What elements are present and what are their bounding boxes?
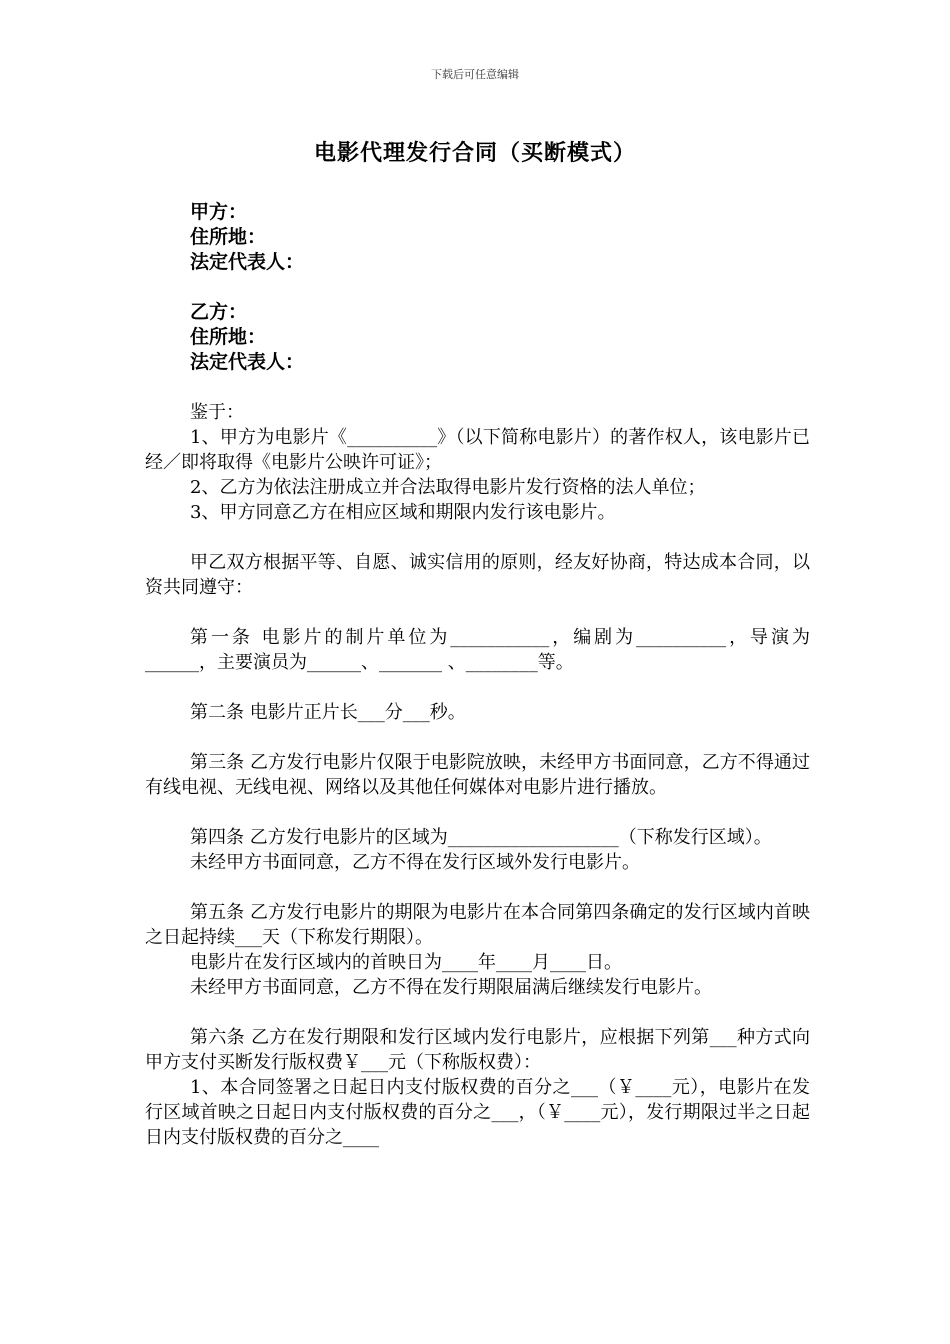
article-6-clause: 1、本合同签署之日起日内支付版权费的百分之___（￥____元），电影片在发行区域首映之日起日内支付版权费的百分之___，（￥____元），发行期限过半之日起日内支付版权费的百分之____	[145, 1077, 810, 1148]
preamble-paragraph: 甲乙双方根据平等、自愿、诚实信用的原则，经友好协商，特达成本合同，以资共同遵守：	[145, 552, 810, 598]
article-3: 第三条 乙方发行电影片仅限于电影院放映，未经甲方书面同意，乙方不得通过有线电视、无线电视、网络以及其他任何媒体对电影片进行播放。	[145, 752, 810, 798]
contract-body	[145, 400, 810, 1150]
party-a-block	[190, 200, 304, 275]
article-1: 第一条 电影片的制片单位为___________，编剧为__________，导演为______，主要演员为______、_______ 、________等。	[145, 627, 810, 673]
party-a-address-label: 住所地：	[190, 226, 267, 248]
party-b-address-label: 住所地：	[190, 326, 267, 348]
whereas-heading: 鉴于：	[190, 402, 244, 423]
party-a-representative-label: 法定代表人：	[190, 251, 305, 273]
article-4-clause: 未经甲方书面同意，乙方不得在发行区域外发行电影片。	[190, 852, 640, 873]
party-b-label: 乙方：	[190, 301, 248, 323]
article-5-clause: 未经甲方书面同意，乙方不得在发行期限届满后继续发行电影片。	[190, 977, 712, 998]
article-5-clause: 电影片在发行区域内的首映日为____年____月____日。	[190, 952, 622, 973]
article-6: 第六条 乙方在发行期限和发行区域内发行电影片，应根据下列第___种方式向甲方支付买断发行版权费￥___元（下称版权费）：	[145, 1027, 810, 1073]
whereas-item: 2、乙方为依法注册成立并合法取得电影片发行资格的法人单位；	[190, 477, 706, 498]
article-2: 第二条 电影片正片长___分___秒。	[190, 702, 466, 723]
article-4: 第四条 乙方发行电影片的区域为___________________（下称发行区域）。	[190, 827, 772, 848]
document-title: 电影代理发行合同（买断模式）	[313, 140, 636, 166]
page-header: 下载后可任意编辑	[431, 68, 519, 81]
party-a-label: 甲方：	[190, 201, 248, 223]
whereas-item: 3、甲方同意乙方在相应区域和期限内发行该电影片。	[190, 502, 616, 523]
party-b-representative-label: 法定代表人：	[190, 351, 305, 373]
whereas-item: 1、甲方为电影片《__________》（以下简称电影片）的著作权人，该电影片已经／即将取得《电影片公映许可证》；	[145, 427, 810, 473]
article-5: 第五条 乙方发行电影片的期限为电影片在本合同第四条确定的发行区域内首映之日起持续___天（下称发行期限）。	[145, 902, 810, 948]
party-b-block	[190, 300, 304, 375]
